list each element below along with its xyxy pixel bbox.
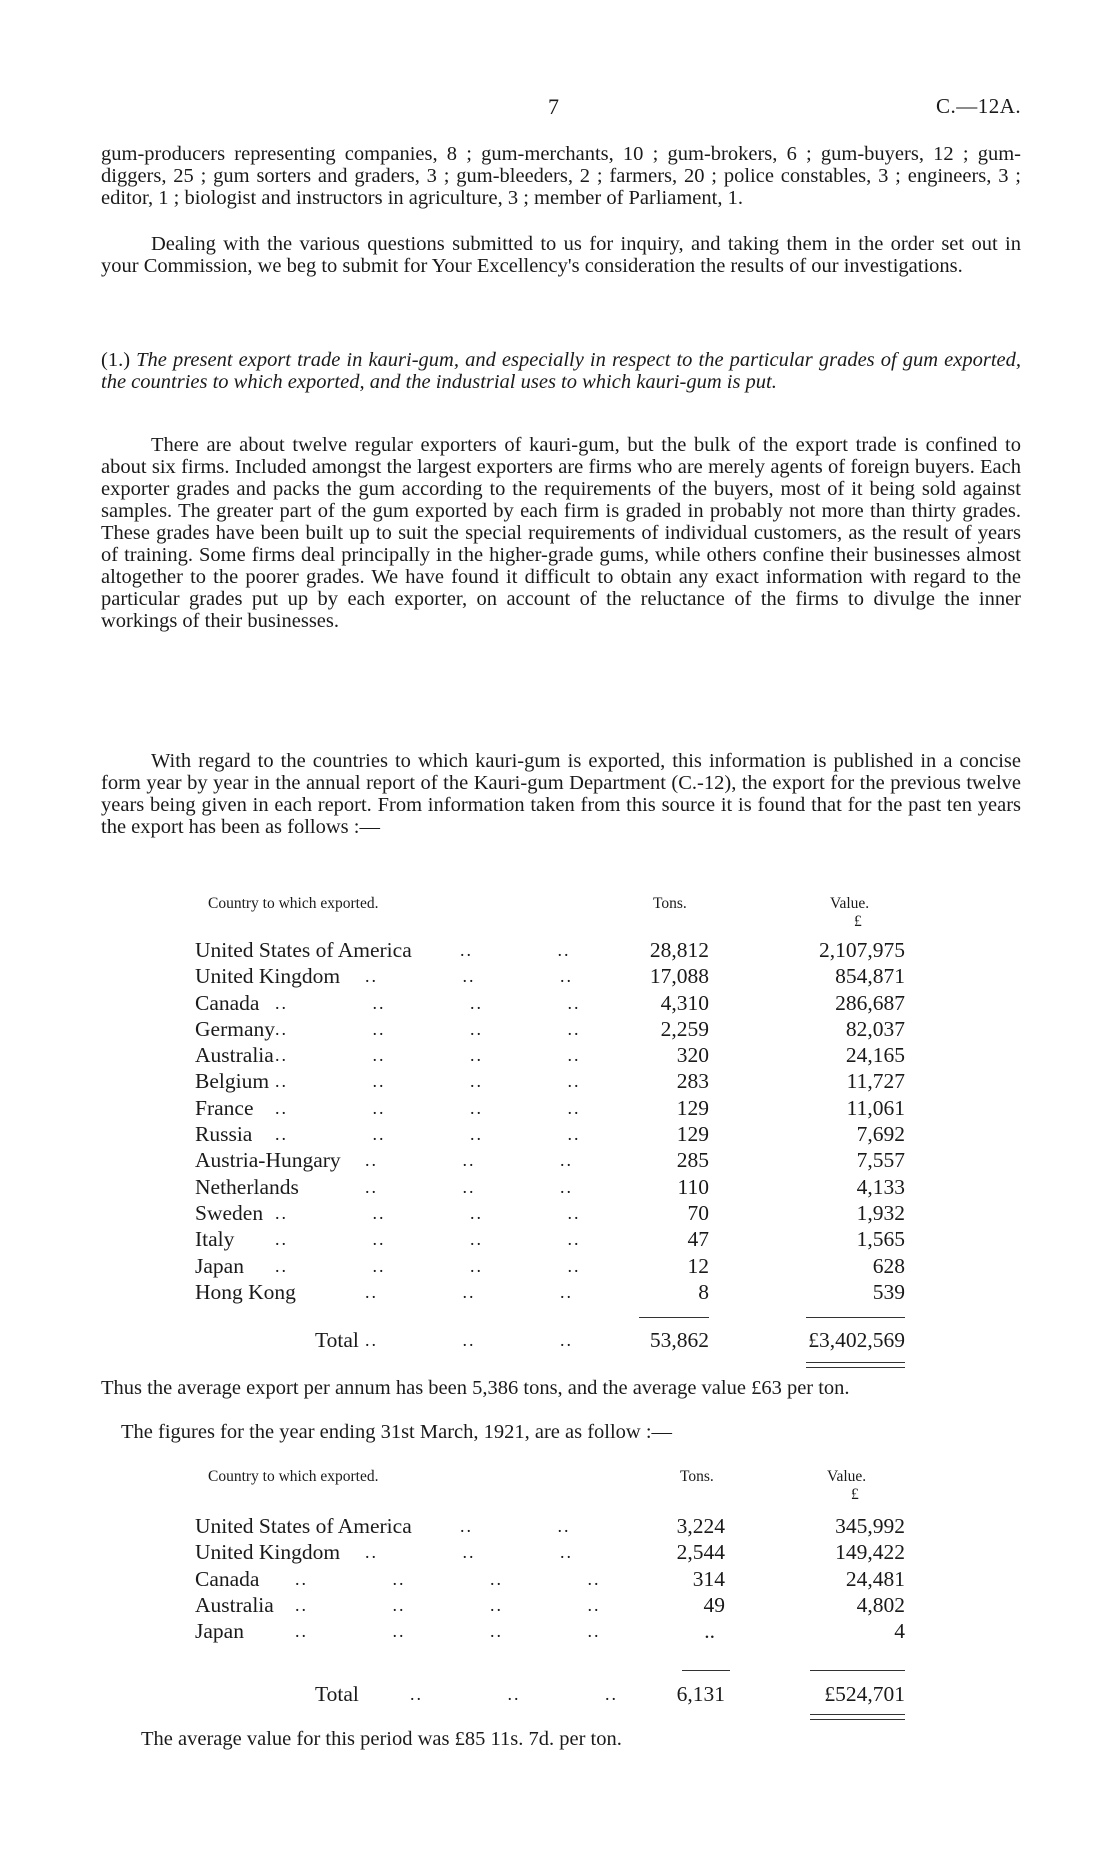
table-body <box>195 1513 905 1644</box>
total-double-rule <box>810 1714 905 1720</box>
table-total-row: Total .. .. .. 53,862 £3,402,569 <box>315 1328 905 1352</box>
document-reference: C.—12A. <box>936 94 1022 118</box>
paragraph-countries: With regard to the countries to which kauri-gum is exported, this information is published in a concise form year by year in the annual report of the Kauri-gum Department (C.-12), the export for the previous twelve years being given in each report. From information taken from this source it is found that for the past ten years the export has been as follows :— <box>101 750 1021 838</box>
table-row: United Kingdom .. .. .. 2,544 149,422 <box>195 1540 905 1565</box>
table-row: Russia .. .. .. .. 129 7,692 <box>195 1122 905 1147</box>
col-header-unit: £ <box>851 1486 859 1503</box>
subtotal-rule-value <box>806 1317 905 1318</box>
table-body <box>195 937 905 1305</box>
paragraph-witnesses: gum-producers representing companies, 8 ; gum-merchants, 10 ; gum-brokers, 6 ; gum-buyers, 12 ; gum-diggers, 25 ; gum sorters and graders, 3 ; gum-bleeders, 2 ; farmers, 20 ; police constables, 3 ; engineers, 3 ; editor, 1 ; biologist and instructors in agriculture, 3 ; member of Parliament, 1. <box>101 143 1021 209</box>
section-number: (1.) <box>101 349 131 371</box>
table-row: Australia .. .. .. .. 49 4,802 <box>195 1592 905 1617</box>
table-row: Canada .. .. .. .. 314 24,481 <box>195 1566 905 1591</box>
paragraph-average: Thus the average export per annum has been 5,386 tons, and the average value £63 per ton. <box>101 1377 850 1399</box>
col-header-country: Country to which exported. <box>208 895 379 912</box>
subtotal-rule-tons <box>639 1317 709 1318</box>
table-row: Austria-Hungary .. .. .. 285 7,557 <box>195 1148 905 1173</box>
table-row: Netherlands .. .. .. 110 4,133 <box>195 1174 905 1199</box>
table-row: Japan .. .. .. .. .. 4 <box>195 1619 905 1644</box>
table-row: United Kingdom .. .. .. 17,088 854,871 <box>195 964 905 989</box>
total-double-rule <box>806 1362 905 1368</box>
paragraph-1921-average: The average value for this period was £85 11s. 7d. per ton. <box>141 1728 622 1750</box>
col-header-tons: Tons. <box>653 895 687 912</box>
table-row: United States of America .. .. 28,812 2,107,975 <box>195 938 905 962</box>
subtotal-rule-value <box>810 1670 905 1671</box>
section-heading-text: The present export trade in kauri-gum, and especially in respect to the particular grades of gum exported, the countries to which exported, and the industrial uses to which kauri-gum is put. <box>101 349 1021 393</box>
table-row: Japan .. .. .. .. 12 628 <box>195 1253 905 1278</box>
page-number: 7 <box>548 94 559 119</box>
table-row: France .. .. .. .. 129 11,061 <box>195 1095 905 1120</box>
col-header-tons: Tons. <box>680 1468 714 1485</box>
col-header-value: Value. <box>827 1468 867 1485</box>
table-row: Australia .. .. .. .. 320 24,165 <box>195 1043 905 1068</box>
table-row: United States of America .. .. 3,224 345,992 <box>195 1514 905 1538</box>
table-row: Italy .. .. .. .. 47 1,565 <box>195 1227 905 1252</box>
subtotal-rule-tons <box>682 1670 730 1671</box>
paragraph-intro: Dealing with the various questions submitted to us for inquiry, and taking them in the order set out in your Commission, we beg to submit for Your Excellency's consideration the results of our investigations. <box>101 233 1021 277</box>
table-row: Belgium .. .. .. .. 283 11,727 <box>195 1069 905 1094</box>
paragraph-exporters: There are about twelve regular exporters of kauri-gum, but the bulk of the export trade is confined to about six firms. Included amongst the largest exporters are firms who are merely agents of foreign buyers. Each exporter grades and packs the gum according to the requirements of the buyers, most of it being sold against samples. The greater part of the gum exported by each firm is graded in probably not more than thirty grades. These grades have been built up to suit the special requirements of individual customers, as the result of years of training. Some firms deal principally in the higher-grade gums, while others confine their businesses almost altogether to the poorer grades. We have found it difficult to obtain any exact information with regard to the particular grades put up by each exporter, on account of the reluctance of the firms to divulge the inner workings of their businesses. <box>101 434 1021 632</box>
col-header-country: Country to which exported. <box>208 1468 379 1485</box>
table-row: Germany .. .. .. .. 2,259 82,037 <box>195 1016 905 1041</box>
section-heading <box>101 349 1021 393</box>
col-header-value: Value. <box>830 895 870 912</box>
table-row: Sweden .. .. .. .. 70 1,932 <box>195 1200 905 1225</box>
table-row: Canada .. .. .. .. 4,310 286,687 <box>195 990 905 1015</box>
paragraph-1921-intro: The figures for the year ending 31st March, 1921, are as follow :— <box>121 1421 673 1443</box>
table-row: Hong Kong .. .. .. 8 539 <box>195 1279 905 1304</box>
table-total-row: Total .. .. .. 6,131 £524,701 <box>315 1682 905 1706</box>
col-header-unit: £ <box>854 913 862 930</box>
